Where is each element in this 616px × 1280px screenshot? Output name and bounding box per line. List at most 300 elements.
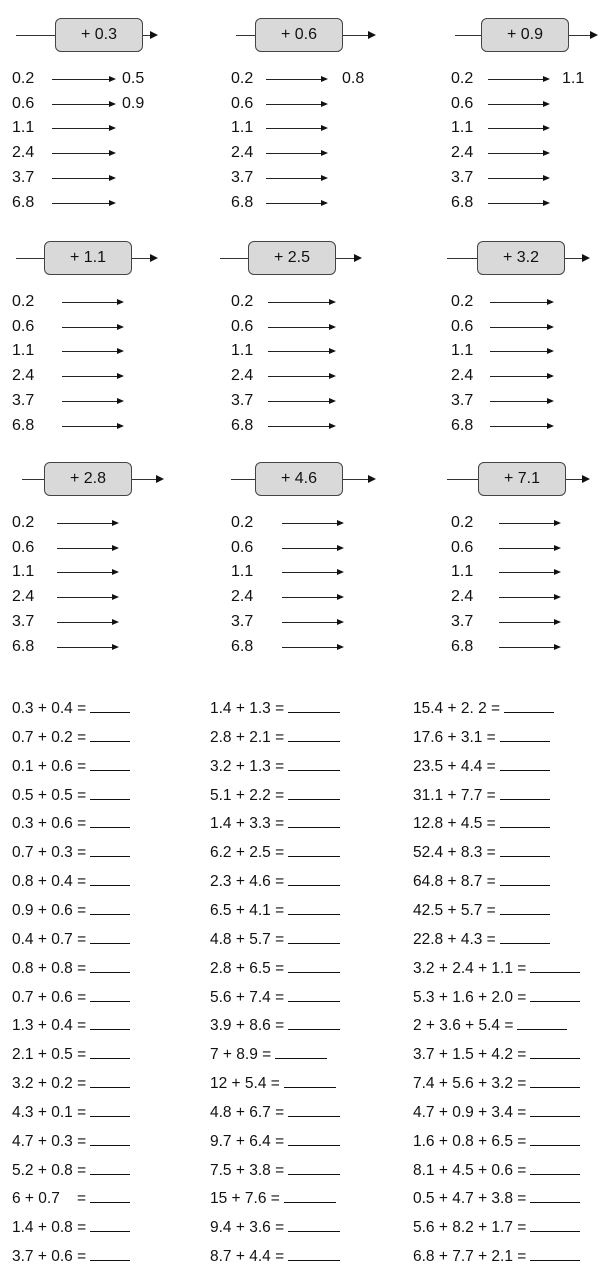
answer-blank[interactable] bbox=[288, 987, 340, 1002]
row-arrow bbox=[62, 302, 122, 303]
input-value: 1.1 bbox=[12, 563, 35, 580]
row-arrow bbox=[268, 401, 334, 402]
answer-blank[interactable] bbox=[90, 1015, 130, 1030]
arrow-head-icon bbox=[321, 101, 328, 107]
arrow-head-icon bbox=[329, 398, 336, 404]
arrow-head-icon bbox=[117, 348, 124, 354]
equation-text: 6.5 + 4.1 = bbox=[210, 901, 285, 919]
input-value: 3.7 bbox=[231, 613, 254, 630]
equation-row bbox=[210, 987, 340, 1007]
arrow-head-icon bbox=[368, 31, 376, 39]
answer-blank[interactable] bbox=[90, 1131, 130, 1146]
arrow-head-icon bbox=[321, 175, 328, 181]
equation-text: 2.8 + 2.1 = bbox=[210, 728, 285, 746]
equation-text: 7.4 + 5.6 + 3.2 = bbox=[413, 1075, 527, 1093]
equation-row bbox=[12, 1044, 130, 1064]
equation-text: 4.7 + 0.3 = bbox=[12, 1132, 87, 1150]
equation-row bbox=[210, 842, 340, 862]
row-arrow bbox=[488, 153, 548, 154]
row-arrow bbox=[268, 376, 334, 377]
answer-blank[interactable] bbox=[530, 958, 580, 973]
equation-row bbox=[210, 871, 340, 891]
row-arrow bbox=[62, 401, 122, 402]
equation-row bbox=[413, 1044, 580, 1064]
answer-blank[interactable] bbox=[90, 842, 130, 857]
arrow-head-icon bbox=[117, 324, 124, 330]
equation-row bbox=[12, 1073, 130, 1093]
answer-blank[interactable] bbox=[500, 756, 550, 771]
arrow-head-icon bbox=[543, 175, 550, 181]
arrow-head-icon bbox=[337, 644, 344, 650]
equation-row bbox=[413, 871, 550, 891]
input-value: 0.6 bbox=[12, 318, 35, 335]
arrow-head-icon bbox=[543, 76, 550, 82]
answer-blank[interactable] bbox=[90, 727, 130, 742]
equation-row bbox=[210, 1015, 340, 1035]
answer-blank[interactable] bbox=[90, 871, 130, 886]
row-arrow bbox=[52, 153, 114, 154]
arrow-head-icon bbox=[109, 150, 116, 156]
arrow-head-icon bbox=[582, 254, 590, 262]
input-value: 0.6 bbox=[451, 539, 474, 556]
arrow-head-icon bbox=[547, 299, 554, 305]
answer-blank[interactable] bbox=[500, 785, 550, 800]
answer-blank[interactable] bbox=[90, 900, 130, 915]
arrow-head-icon bbox=[112, 619, 119, 625]
answer-blank[interactable] bbox=[288, 929, 340, 944]
input-value: 0.6 bbox=[231, 318, 254, 335]
equation-row bbox=[210, 900, 340, 920]
equation-row bbox=[413, 1015, 567, 1035]
answer-blank[interactable] bbox=[288, 900, 340, 915]
answer-blank[interactable] bbox=[284, 1073, 336, 1088]
equation-row bbox=[413, 1246, 580, 1266]
equation-row bbox=[210, 1102, 340, 1122]
input-value: 6.8 bbox=[451, 417, 474, 434]
equation-row bbox=[210, 929, 340, 949]
input-value: 3.7 bbox=[451, 169, 474, 186]
result-value: 0.8 bbox=[342, 70, 365, 87]
equation-row bbox=[12, 813, 130, 833]
input-value: 0.2 bbox=[451, 514, 474, 531]
arrow-head-icon bbox=[547, 398, 554, 404]
input-value: 1.1 bbox=[451, 342, 474, 359]
answer-blank[interactable] bbox=[90, 698, 130, 713]
input-value: 3.7 bbox=[12, 169, 35, 186]
equation-row bbox=[12, 1217, 130, 1237]
equation-text: 0.3 + 0.4 = bbox=[12, 700, 87, 717]
answer-blank[interactable] bbox=[90, 987, 130, 1002]
answer-blank[interactable] bbox=[500, 842, 550, 857]
equation-text: 42.5 + 5.7 = bbox=[413, 901, 496, 919]
answer-blank[interactable] bbox=[500, 871, 550, 886]
equation-text: 2.8 + 6.5 = bbox=[210, 959, 285, 977]
input-value: 0.6 bbox=[12, 539, 35, 556]
equation-text: 9.4 + 3.6 = bbox=[210, 1219, 285, 1237]
answer-blank[interactable] bbox=[530, 1131, 580, 1146]
answer-blank[interactable] bbox=[284, 1188, 336, 1203]
arrow-head-icon bbox=[554, 569, 561, 575]
input-value: 0.2 bbox=[12, 514, 35, 531]
row-arrow bbox=[490, 376, 552, 377]
answer-blank[interactable] bbox=[530, 1246, 580, 1261]
arrow-head-icon bbox=[547, 348, 554, 354]
arrow-head-icon bbox=[582, 475, 590, 483]
row-arrow bbox=[266, 203, 326, 204]
equation-row bbox=[12, 958, 130, 978]
arrow-head-icon bbox=[112, 594, 119, 600]
result-value: 1.1 bbox=[562, 70, 585, 87]
equation-row bbox=[210, 698, 340, 718]
arrow-head-icon bbox=[337, 569, 344, 575]
answer-blank[interactable] bbox=[288, 871, 340, 886]
answer-blank[interactable] bbox=[530, 1188, 580, 1203]
equation-text: 1.3 + 0.4 = bbox=[12, 1017, 87, 1035]
equation-row bbox=[12, 871, 130, 891]
equation-text: 3.7 + 1.5 + 4.2 = bbox=[413, 1046, 527, 1064]
answer-blank[interactable] bbox=[288, 1217, 340, 1232]
arrow-head-icon bbox=[321, 76, 328, 82]
operation-label: + 0.6 bbox=[255, 18, 343, 52]
equation-row bbox=[413, 813, 550, 833]
operation-label: + 1.1 bbox=[44, 241, 132, 275]
row-arrow bbox=[57, 548, 117, 549]
equation-row bbox=[210, 1246, 340, 1266]
arrow-head-icon bbox=[109, 200, 116, 206]
input-value: 3.7 bbox=[231, 392, 254, 409]
input-value: 0.2 bbox=[451, 293, 474, 310]
input-value: 3.7 bbox=[451, 613, 474, 630]
row-arrow bbox=[488, 104, 548, 105]
equation-row bbox=[413, 1102, 580, 1122]
equation-text: 8.1 + 4.5 + 0.6 = bbox=[413, 1161, 527, 1179]
equation-text: 12.8 + 4.5 = bbox=[413, 815, 496, 833]
answer-blank[interactable] bbox=[517, 1015, 567, 1030]
answer-blank[interactable] bbox=[90, 1044, 130, 1059]
row-arrow bbox=[52, 178, 114, 179]
answer-blank[interactable] bbox=[504, 698, 554, 713]
equation-text: 15.4 + 2. 2 = bbox=[413, 700, 501, 717]
arrow-head-icon bbox=[554, 520, 561, 526]
answer-blank[interactable] bbox=[530, 1160, 580, 1175]
row-arrow bbox=[57, 647, 117, 648]
input-value: 1.1 bbox=[12, 119, 35, 136]
arrow-head-icon bbox=[368, 475, 376, 483]
input-value: 0.6 bbox=[12, 95, 35, 112]
equation-row bbox=[12, 756, 130, 776]
answer-blank[interactable] bbox=[90, 785, 130, 800]
input-value: 2.4 bbox=[231, 144, 254, 161]
arrow-head-icon bbox=[109, 175, 116, 181]
equation-row bbox=[210, 1188, 336, 1208]
input-value: 2.4 bbox=[12, 144, 35, 161]
answer-blank[interactable] bbox=[288, 1246, 340, 1261]
equation-text: 0.3 + 0.6 = bbox=[12, 815, 87, 833]
arrow-head-icon bbox=[554, 644, 561, 650]
answer-blank[interactable] bbox=[90, 1160, 130, 1175]
equation-row bbox=[210, 1044, 327, 1064]
input-value: 2.4 bbox=[451, 588, 474, 605]
row-arrow bbox=[488, 128, 548, 129]
equation-text: 31.1 + 7.7 = bbox=[413, 786, 496, 804]
answer-blank[interactable] bbox=[288, 813, 340, 828]
row-arrow bbox=[490, 401, 552, 402]
equation-row bbox=[210, 727, 340, 747]
answer-blank[interactable] bbox=[288, 785, 340, 800]
row-arrow bbox=[57, 523, 117, 524]
row-arrow bbox=[62, 376, 122, 377]
answer-blank[interactable] bbox=[500, 929, 550, 944]
arrow-head-icon bbox=[329, 348, 336, 354]
row-arrow bbox=[62, 327, 122, 328]
equation-row bbox=[210, 1131, 340, 1151]
equation-row bbox=[413, 756, 550, 776]
equation-text: 2.3 + 4.6 = bbox=[210, 873, 285, 891]
equation-text: 4.8 + 6.7 = bbox=[210, 1103, 285, 1121]
row-arrow bbox=[266, 178, 326, 179]
input-value: 0.2 bbox=[231, 293, 254, 310]
equation-text: 3.2 + 2.4 + 1.1 = bbox=[413, 959, 527, 977]
equation-text: 64.8 + 8.7 = bbox=[413, 873, 496, 891]
input-value: 0.2 bbox=[451, 70, 474, 87]
arrow-head-icon bbox=[329, 299, 336, 305]
row-arrow bbox=[266, 153, 326, 154]
equation-text: 22.8 + 4.3 = bbox=[413, 930, 496, 948]
input-value: 2.4 bbox=[12, 367, 35, 384]
equation-text: 0.5 + 4.7 + 3.8 = bbox=[413, 1190, 527, 1208]
equation-row bbox=[12, 1015, 130, 1035]
row-arrow bbox=[268, 351, 334, 352]
operation-label: + 0.3 bbox=[55, 18, 143, 52]
arrow-head-icon bbox=[337, 520, 344, 526]
answer-blank[interactable] bbox=[288, 1131, 340, 1146]
equation-text: 4.3 + 0.1 = bbox=[12, 1103, 87, 1121]
equation-text: 5.1 + 2.2 = bbox=[210, 786, 285, 804]
answer-blank[interactable] bbox=[530, 1217, 580, 1232]
equation-text: 0.8 + 0.8 = bbox=[12, 959, 87, 977]
input-value: 0.6 bbox=[451, 95, 474, 112]
answer-blank[interactable] bbox=[288, 842, 340, 857]
equation-row bbox=[12, 1160, 130, 1180]
input-value: 1.1 bbox=[12, 342, 35, 359]
answer-blank[interactable] bbox=[530, 1102, 580, 1117]
equation-text: 2 + 3.6 + 5.4 = bbox=[413, 1017, 514, 1035]
equation-text: 23.5 + 4.4 = bbox=[413, 757, 496, 775]
equation-text: 0.7 + 0.3 = bbox=[12, 844, 87, 862]
answer-blank[interactable] bbox=[288, 698, 340, 713]
row-arrow bbox=[282, 572, 342, 573]
equation-row bbox=[413, 785, 550, 805]
equation-row bbox=[12, 987, 130, 1007]
input-value: 6.8 bbox=[231, 417, 254, 434]
answer-blank[interactable] bbox=[90, 1102, 130, 1117]
equation-row bbox=[12, 698, 130, 718]
arrow-head-icon bbox=[590, 31, 598, 39]
input-value: 2.4 bbox=[451, 144, 474, 161]
input-value: 6.8 bbox=[231, 194, 254, 211]
answer-blank[interactable] bbox=[288, 958, 340, 973]
arrow-head-icon bbox=[543, 101, 550, 107]
equation-row bbox=[12, 842, 130, 862]
equation-text: 0.9 + 0.6 = bbox=[12, 901, 87, 919]
arrow-head-icon bbox=[321, 125, 328, 131]
answer-blank[interactable] bbox=[90, 929, 130, 944]
equation-row bbox=[12, 1188, 130, 1208]
row-arrow bbox=[57, 572, 117, 573]
input-value: 0.2 bbox=[12, 70, 35, 87]
equation-row bbox=[413, 1131, 580, 1151]
arrow-head-icon bbox=[109, 101, 116, 107]
input-value: 1.1 bbox=[231, 119, 254, 136]
arrow-head-icon bbox=[337, 594, 344, 600]
equation-text: 3.7 + 0.6 = bbox=[12, 1248, 87, 1266]
arrow-head-icon bbox=[109, 76, 116, 82]
operation-label: + 2.5 bbox=[248, 241, 336, 275]
row-arrow bbox=[52, 79, 114, 80]
equation-text: 1.4 + 0.8 = bbox=[12, 1219, 87, 1237]
arrow-head-icon bbox=[109, 125, 116, 131]
row-arrow bbox=[57, 622, 117, 623]
input-value: 1.1 bbox=[451, 563, 474, 580]
row-arrow bbox=[282, 622, 342, 623]
arrow-head-icon bbox=[150, 31, 158, 39]
answer-blank[interactable] bbox=[500, 727, 550, 742]
answer-blank[interactable] bbox=[288, 1160, 340, 1175]
row-arrow bbox=[499, 622, 559, 623]
arrow-head-icon bbox=[554, 545, 561, 551]
answer-blank[interactable] bbox=[530, 1073, 580, 1088]
input-value: 0.6 bbox=[231, 95, 254, 112]
input-value: 2.4 bbox=[231, 367, 254, 384]
equation-text: 3.9 + 8.6 = bbox=[210, 1017, 285, 1035]
row-arrow bbox=[282, 523, 342, 524]
input-value: 0.2 bbox=[231, 514, 254, 531]
result-value: 0.9 bbox=[122, 95, 145, 112]
input-value: 2.4 bbox=[231, 588, 254, 605]
row-arrow bbox=[499, 647, 559, 648]
equation-text: 1.4 + 1.3 = bbox=[210, 700, 285, 717]
arrow-head-icon bbox=[117, 423, 124, 429]
row-arrow bbox=[52, 128, 114, 129]
input-value: 3.7 bbox=[12, 613, 35, 630]
arrow-head-icon bbox=[117, 299, 124, 305]
equation-text: 0.5 + 0.5 = bbox=[12, 786, 87, 804]
equation-text: 0.7 + 0.2 = bbox=[12, 728, 87, 746]
equation-text: 4.7 + 0.9 + 3.4 = bbox=[413, 1103, 527, 1121]
equation-row bbox=[413, 987, 580, 1007]
input-value: 6.8 bbox=[451, 638, 474, 655]
row-arrow bbox=[499, 572, 559, 573]
arrow-head-icon bbox=[321, 150, 328, 156]
answer-blank[interactable] bbox=[288, 1015, 340, 1030]
row-arrow bbox=[266, 104, 326, 105]
input-value: 6.8 bbox=[12, 638, 35, 655]
row-arrow bbox=[282, 597, 342, 598]
answer-blank[interactable] bbox=[530, 987, 580, 1002]
equation-row bbox=[12, 727, 130, 747]
equation-row bbox=[210, 813, 340, 833]
row-arrow bbox=[282, 548, 342, 549]
answer-blank[interactable] bbox=[90, 813, 130, 828]
equation-text: 6.2 + 2.5 = bbox=[210, 844, 285, 862]
equation-text: 6 + 0.7 = bbox=[12, 1190, 87, 1208]
equation-text: 0.4 + 0.7 = bbox=[12, 930, 87, 948]
result-value: 0.5 bbox=[122, 70, 145, 87]
arrow-head-icon bbox=[337, 545, 344, 551]
answer-blank[interactable] bbox=[288, 727, 340, 742]
equation-text: 7 + 8.9 = bbox=[210, 1046, 272, 1064]
equation-text: 12 + 5.4 = bbox=[210, 1075, 280, 1093]
answer-blank[interactable] bbox=[90, 1188, 130, 1203]
row-arrow bbox=[490, 351, 552, 352]
equation-row bbox=[413, 900, 550, 920]
row-arrow bbox=[499, 597, 559, 598]
equation-text: 15 + 7.6 = bbox=[210, 1190, 280, 1208]
row-arrow bbox=[282, 647, 342, 648]
operation-label: + 3.2 bbox=[477, 241, 565, 275]
answer-blank[interactable] bbox=[90, 1217, 130, 1232]
answer-blank[interactable] bbox=[90, 756, 130, 771]
equation-row bbox=[12, 1246, 130, 1266]
arrow-head-icon bbox=[554, 594, 561, 600]
arrow-head-icon bbox=[321, 200, 328, 206]
equation-text: 0.8 + 0.4 = bbox=[12, 873, 87, 891]
equation-text: 5.6 + 8.2 + 1.7 = bbox=[413, 1219, 527, 1237]
arrow-head-icon bbox=[554, 619, 561, 625]
equation-text: 4.8 + 5.7 = bbox=[210, 930, 285, 948]
arrow-head-icon bbox=[112, 520, 119, 526]
answer-blank[interactable] bbox=[90, 958, 130, 973]
answer-blank[interactable] bbox=[90, 1073, 130, 1088]
input-value: 0.6 bbox=[451, 318, 474, 335]
row-arrow bbox=[268, 426, 334, 427]
answer-blank[interactable] bbox=[288, 1102, 340, 1117]
equation-text: 5.6 + 7.4 = bbox=[210, 988, 285, 1006]
arrow-head-icon bbox=[547, 423, 554, 429]
equation-row bbox=[12, 1102, 130, 1122]
answer-blank[interactable] bbox=[275, 1044, 327, 1059]
arrow-head-icon bbox=[337, 619, 344, 625]
equation-text: 6.8 + 7.7 + 2.1 = bbox=[413, 1248, 527, 1266]
arrow-head-icon bbox=[150, 254, 158, 262]
equation-row bbox=[210, 785, 340, 805]
row-arrow bbox=[499, 548, 559, 549]
row-arrow bbox=[490, 302, 552, 303]
equation-row bbox=[12, 1131, 130, 1151]
answer-blank[interactable] bbox=[500, 813, 550, 828]
equation-row bbox=[413, 727, 550, 747]
input-value: 6.8 bbox=[12, 417, 35, 434]
answer-blank[interactable] bbox=[90, 1246, 130, 1261]
input-value: 6.8 bbox=[12, 194, 35, 211]
answer-blank[interactable] bbox=[288, 756, 340, 771]
equation-text: 9.7 + 6.4 = bbox=[210, 1132, 285, 1150]
answer-blank[interactable] bbox=[500, 900, 550, 915]
equation-text: 8.7 + 4.4 = bbox=[210, 1248, 285, 1266]
arrow-head-icon bbox=[547, 373, 554, 379]
answer-blank[interactable] bbox=[530, 1044, 580, 1059]
input-value: 2.4 bbox=[12, 588, 35, 605]
equation-text: 0.1 + 0.6 = bbox=[12, 757, 87, 775]
operation-label: + 2.8 bbox=[44, 462, 132, 496]
equation-row bbox=[413, 929, 550, 949]
row-arrow bbox=[488, 203, 548, 204]
equation-text: 0.7 + 0.6 = bbox=[12, 988, 87, 1006]
equation-row bbox=[413, 698, 554, 718]
arrow-head-icon bbox=[117, 398, 124, 404]
arrow-head-icon bbox=[329, 423, 336, 429]
equation-row bbox=[413, 1073, 580, 1093]
